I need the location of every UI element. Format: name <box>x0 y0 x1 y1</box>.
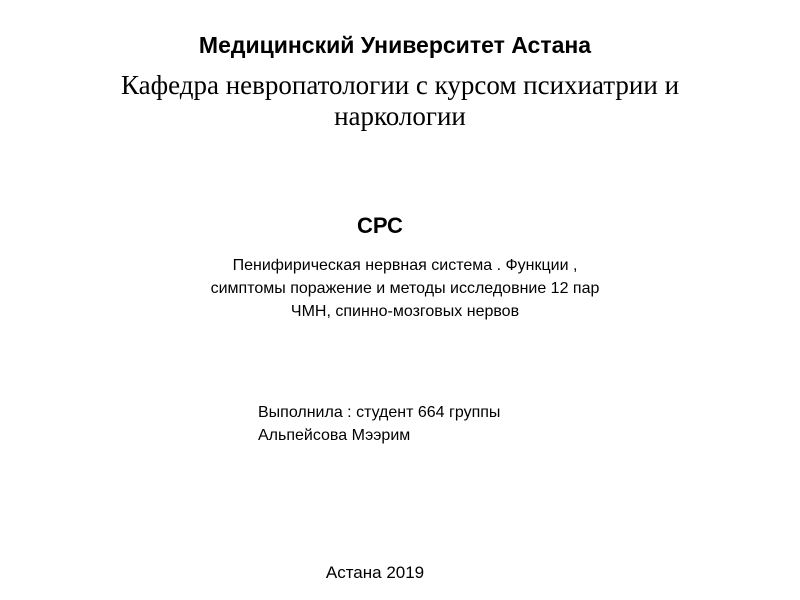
department-line-2: наркологии <box>334 101 466 131</box>
department-line-1: Кафедра невропатологии с курсом психиатрии и <box>120 70 680 100</box>
author-name: Альпейсова Мээрим <box>258 427 411 444</box>
author-block <box>258 401 698 447</box>
department-title <box>40 70 760 132</box>
topic-line-2: симптомы поражение и методы исследовние 12 пар <box>210 280 600 297</box>
topic-line-1: Пенифирическая нервная система . Функции , <box>232 257 578 274</box>
university-title: Медицинский Университет Астана <box>198 32 592 58</box>
author-role: Выполнила : студент 664 группы <box>258 404 501 421</box>
topic-line-3: ЧМН, спинно-мозговых нервов <box>290 303 520 320</box>
city-year: Астана 2019 <box>325 563 425 582</box>
work-type-heading: СРС <box>357 213 403 238</box>
work-topic <box>100 254 710 323</box>
